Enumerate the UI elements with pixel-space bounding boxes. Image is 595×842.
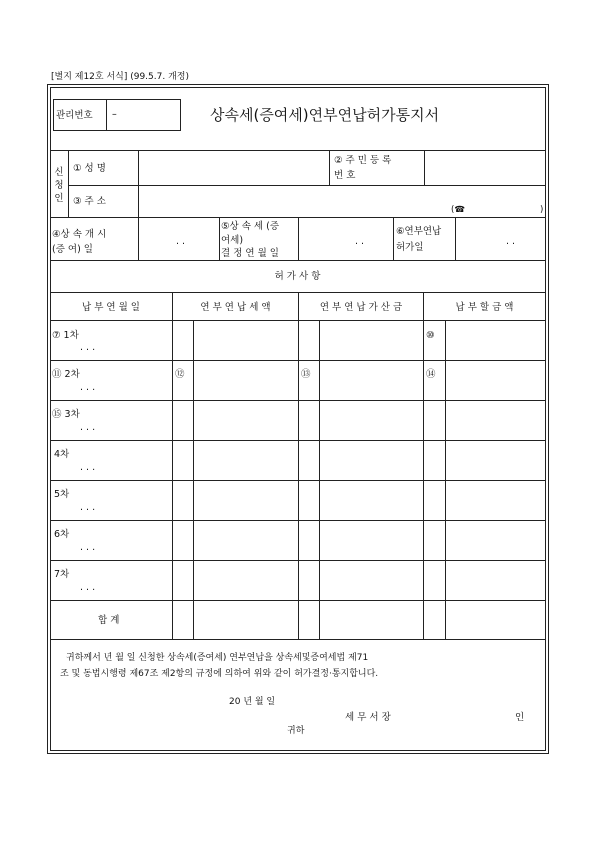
tax-decision-value[interactable]: · · <box>355 239 365 250</box>
office-head: 세 무 서 장 <box>345 712 391 723</box>
resident-number-label-2: 번 호 <box>334 170 356 181</box>
row-divider <box>50 440 545 441</box>
tax-decision-label-1: ⑤상 속 세 (증 <box>221 221 279 232</box>
table-bottom-line <box>50 639 545 640</box>
column-header-payment-date: 납 부 연 월 일 <box>82 302 140 313</box>
total-label: 합 계 <box>98 615 120 626</box>
permit-section-title: 허 가 사 항 <box>274 271 321 282</box>
resident-number-label-1: ② 주 민 등 록 <box>334 155 392 166</box>
form-number: [별지 제12호 서식] (99.5.7. 개정) <box>51 72 189 82</box>
applicant-label-divider <box>68 150 69 217</box>
applicant-label: 신청인 <box>54 167 64 204</box>
row-date[interactable]: · · · <box>80 545 96 556</box>
row-date[interactable]: · · · <box>80 345 96 356</box>
tax-decision-label-3: 결 정 연 월 일 <box>221 248 279 259</box>
notice-line-1: 귀하께서 년 월 일 신청한 상속세(증여세) 연부연납을 상속세및증여세법 제71 <box>66 653 369 663</box>
dates-divider-2 <box>219 217 220 260</box>
column-header-payable-amount: 납 부 할 금 액 <box>455 302 514 313</box>
row-label: 5차 <box>54 489 70 500</box>
addressee: 귀하 <box>287 726 305 736</box>
row-divider <box>50 600 545 601</box>
dates-bottom-line <box>50 260 545 261</box>
row-date[interactable]: · · · <box>80 385 96 396</box>
name-label: ① 성 명 <box>73 163 106 174</box>
phone-close: ) <box>540 205 544 215</box>
row-mark-surcharge: ⑬ <box>301 369 311 380</box>
issue-date: 20 년 월 일 <box>229 697 276 707</box>
row-label: 7차 <box>54 569 70 580</box>
table-divider-a <box>172 292 173 639</box>
row-date[interactable]: · · · <box>80 425 96 436</box>
management-number-divider <box>106 99 107 131</box>
table-divider-c <box>423 292 424 639</box>
row-mark-tax: ⑫ <box>175 369 185 380</box>
applicant-field-divider <box>138 150 139 217</box>
row-divider <box>50 480 545 481</box>
document-title: 상속세(증여세)연부연납허가통지서 <box>210 106 440 124</box>
inheritance-date-label-1: ④상 속 개 시 <box>52 229 107 240</box>
row-mark-payable: ⑩ <box>426 330 435 341</box>
row-label: ⑪ 2차 <box>52 369 80 380</box>
permit-date-label-1: ⑥연부연납 <box>396 226 442 237</box>
management-number-value[interactable]: – <box>112 109 117 120</box>
row-divider <box>50 520 545 521</box>
dates-divider-3 <box>298 217 299 260</box>
row-divider <box>50 560 545 561</box>
permit-date-label-2: 허가일 <box>396 242 424 253</box>
inheritance-date-label-2: (증 여) 일 <box>52 244 93 255</box>
name-address-divider <box>68 185 545 186</box>
tax-decision-label-2: 여세) <box>221 235 244 246</box>
resident-label-divider-left <box>329 150 330 185</box>
row-label: 6차 <box>54 529 70 540</box>
permit-date-value[interactable]: · · <box>506 239 516 250</box>
row-label: ⑦ 1차 <box>52 330 79 341</box>
table-divider-b <box>298 292 299 639</box>
column-header-installment-surcharge: 연 부 연 납 가 산 금 <box>319 302 403 313</box>
dates-divider-4 <box>393 217 394 260</box>
resident-label-divider-right <box>424 150 425 185</box>
column-header-installment-tax: 연 부 연 납 세 액 <box>200 302 271 313</box>
inheritance-date-value[interactable]: · · <box>176 239 186 250</box>
dates-divider-1 <box>138 217 139 260</box>
address-label: ③ 주 소 <box>73 196 106 207</box>
row-date[interactable]: · · · <box>80 585 96 596</box>
applicant-top-line <box>50 150 545 151</box>
row-mark-payable: ⑭ <box>426 369 436 380</box>
management-number-label: 관리번호 <box>56 110 93 121</box>
row-label: 4차 <box>54 449 70 460</box>
row-divider <box>50 360 545 361</box>
row-label: ⑮ 3차 <box>52 409 80 420</box>
phone-mark: (☎ <box>451 205 465 215</box>
row-date[interactable]: · · · <box>80 465 96 476</box>
seal-mark: 인 <box>515 712 525 723</box>
notice-line-2: 조 및 동법시행령 제67조 제2항의 규정에 의하여 위와 같이 허가결정·통지합니다. <box>60 669 379 679</box>
dates-divider-5 <box>455 217 456 260</box>
row-date[interactable]: · · · <box>80 505 96 516</box>
row-divider <box>50 400 545 401</box>
